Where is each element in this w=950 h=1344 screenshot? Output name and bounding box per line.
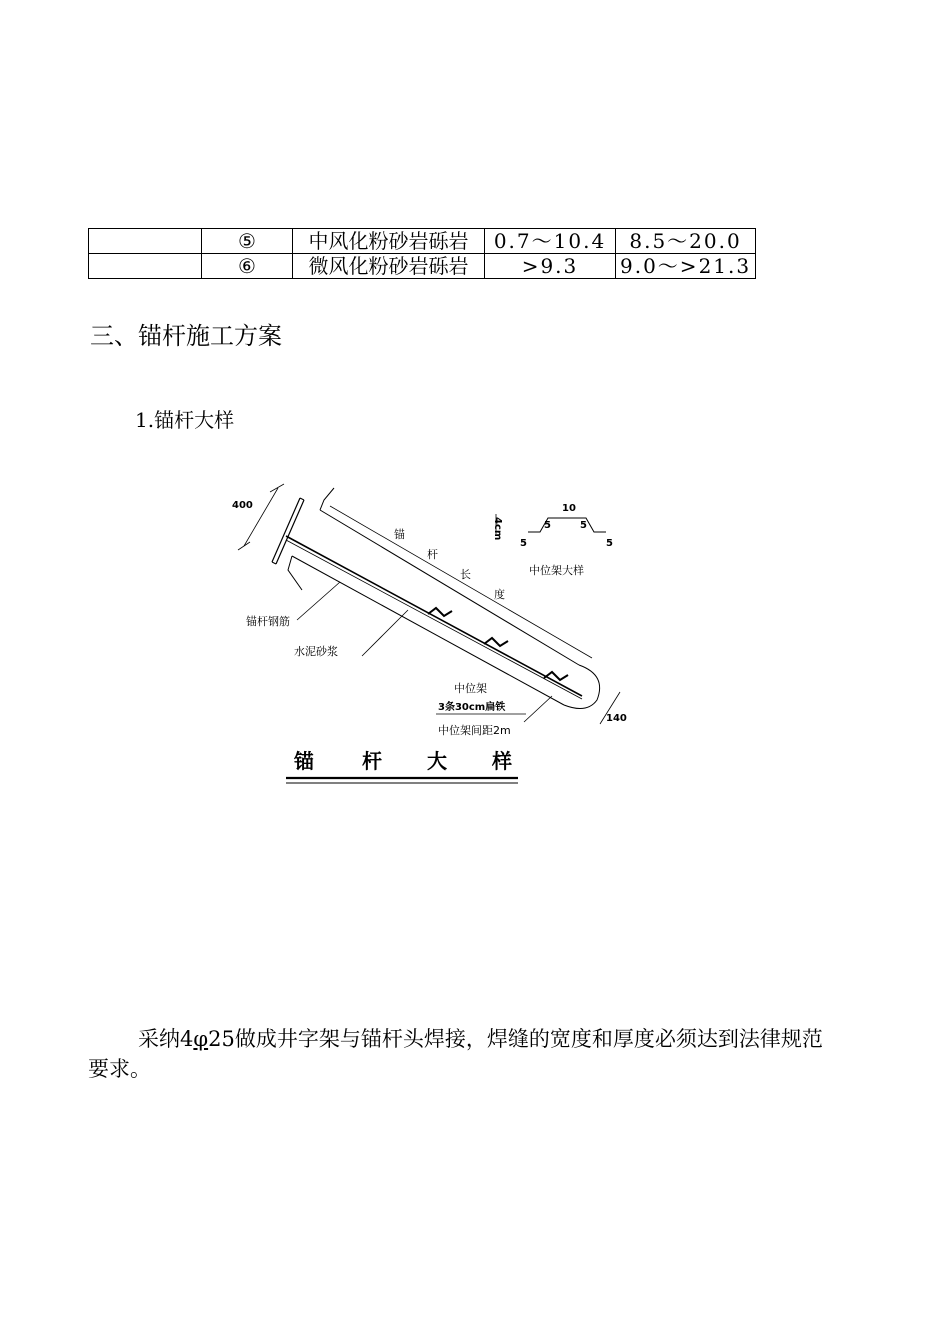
head-plate-line (276, 500, 304, 564)
sub-heading: 1.锚杆大样 (135, 408, 235, 432)
flat-iron-label: 3条30cm扁铁 (438, 702, 506, 713)
dimension-tick (270, 484, 284, 492)
table-cell: ⑥ (202, 254, 293, 279)
leader-line (362, 610, 408, 656)
centralizer-detail-shape (528, 518, 606, 532)
rebar-label: 锚杆钢筋 (246, 615, 290, 628)
length-label-char: 长 (460, 568, 471, 581)
centralizer-detail-label: 中位架大样 (529, 564, 584, 577)
caption-char: 大 (427, 749, 447, 773)
centralizer-label: 中位架 (454, 682, 487, 695)
table-cell: 8.5～20.0 (616, 229, 756, 254)
spacing-label: 中位架间距2m (438, 724, 511, 737)
length-label-char: 杆 (427, 548, 438, 561)
caption-char: 杆 (362, 749, 382, 773)
borehole-end-cap (564, 665, 600, 709)
table-cell (89, 254, 202, 279)
table-row (89, 254, 756, 279)
dim-10-label: 10 (562, 503, 576, 514)
head-plate-line (272, 498, 300, 562)
dim-5-label: 5 (606, 538, 613, 549)
rock-layer-table (88, 228, 756, 279)
dim-5-label: 5 (520, 538, 527, 549)
length-label-char: 度 (494, 588, 505, 601)
dimension-line (244, 488, 278, 546)
dim-5-label: 5 (580, 520, 587, 531)
body-text-part: 采纳4 (138, 1027, 194, 1051)
mortar-label: 水泥砂浆 (294, 645, 338, 658)
anchor-detail-figure (222, 470, 642, 790)
caption-char: 锚 (294, 749, 314, 773)
leader-line (297, 582, 340, 620)
table-cell (89, 229, 202, 254)
table-cell: >9.3 (485, 254, 616, 279)
table-cell: 0.7～10.4 (485, 229, 616, 254)
table-cell: 9.0～>21.3 (616, 254, 756, 279)
leader-line (524, 696, 552, 722)
borehole-edge (288, 556, 302, 590)
section-heading: 三、锚杆施工方案 (90, 322, 282, 350)
anchor-diagram (222, 470, 642, 790)
head-plate-line (272, 562, 276, 564)
body-paragraph (88, 1024, 823, 1084)
dim-5-label: 5 (544, 520, 551, 531)
centralizer-mark (544, 672, 568, 680)
dim-4cm-label: 4cm (492, 517, 503, 541)
table-row (89, 229, 756, 254)
table-cell: 微风化粉砂岩砾岩 (293, 254, 485, 279)
length-label-char: 锚 (394, 528, 405, 541)
phi-symbol: φ (193, 1027, 209, 1051)
head-plate-line (300, 498, 304, 500)
table-cell: ⑤ (202, 229, 293, 254)
length-dimension-line (330, 506, 592, 658)
table-cell: 中风化粉砂岩砾岩 (293, 229, 485, 254)
borehole-bottom-line (292, 556, 564, 705)
dim-400-label: 400 (232, 500, 253, 511)
dimension-tick (238, 542, 250, 550)
dim-140-label: 140 (606, 713, 627, 724)
caption-char: 样 (492, 749, 512, 773)
body-text-part: 25做成井字架与锚杆头焊接，焊缝的宽度和厚度必须达到法律规范要求。 (88, 1027, 823, 1081)
